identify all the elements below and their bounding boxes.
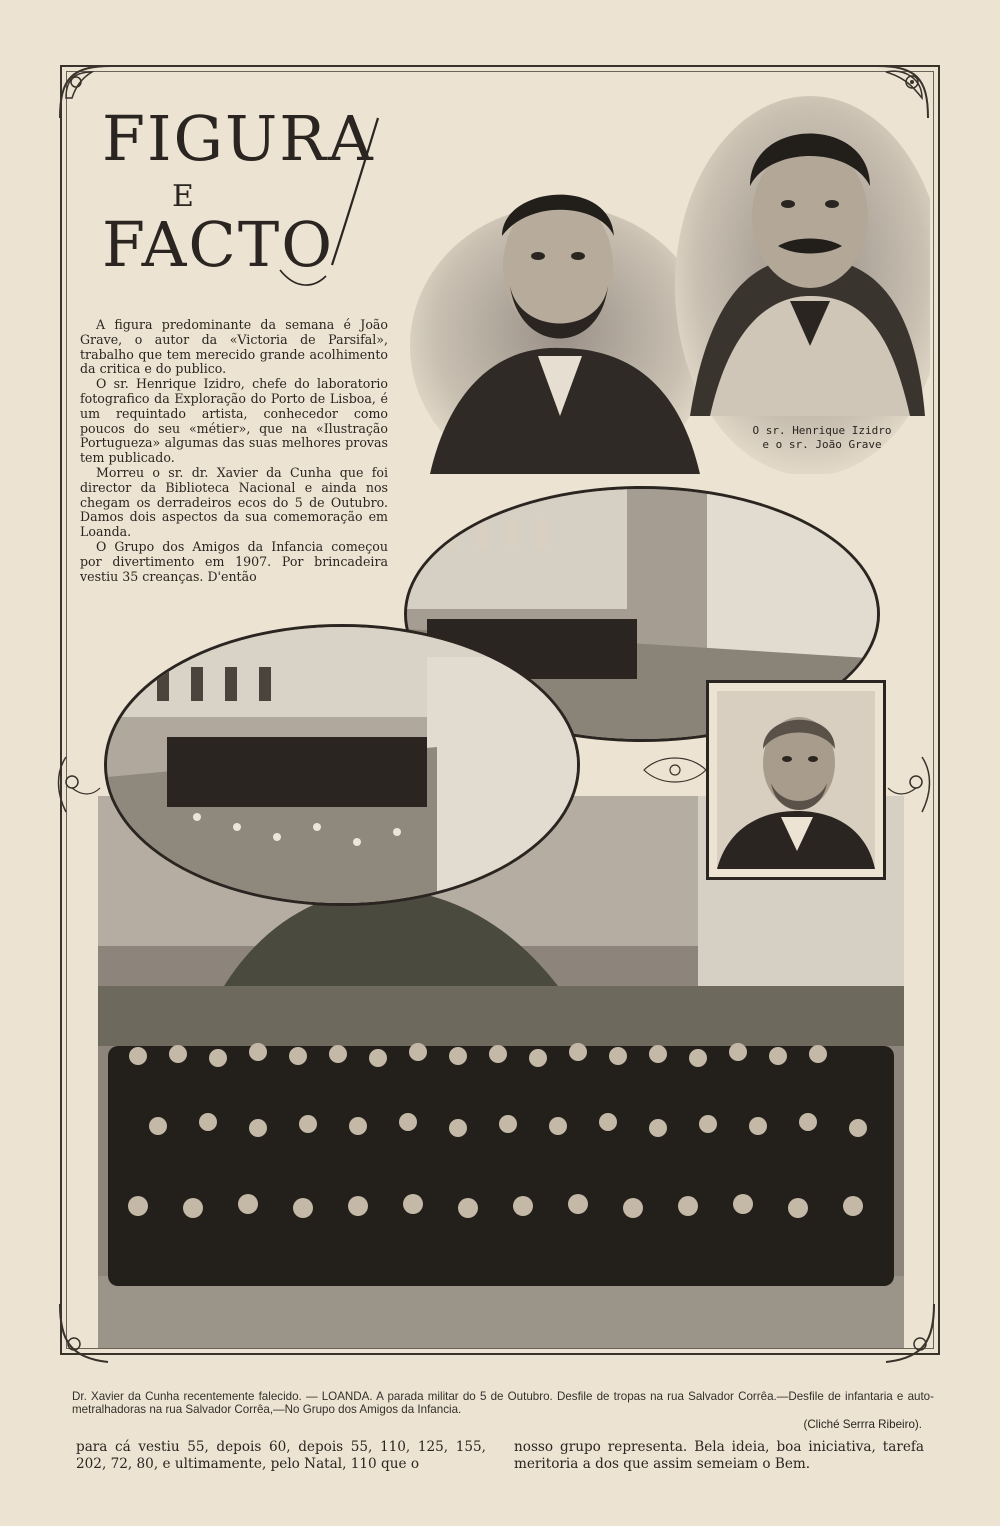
photo-caption: Dr. Xavier da Cunha recentemente falecido. — LOANDA. A parada militar do 5 de Outubro. Desfile de tropas na rua Salvador Corrêa.—Desfile de infantaria e auto-metralhadoras na rua Salvador Corrêa,—No Grupo dos Amigos da Infancia.: [72, 1390, 934, 1417]
title-word-facto: FACTO: [102, 208, 335, 281]
intro-paragraph-2: O sr. Henrique Izidro, chefe do laboratorio fotografico da Exploração do Porto de Lisboa, é um requintado artista, conhecedor como poucos do seu «métier», que na «Ilustração Portugueza» algumas das suas melhores provas tem publicado.: [80, 376, 388, 466]
portrait-joao-grave: [675, 96, 930, 474]
page-title: [100, 90, 390, 290]
portrait-caption: [712, 424, 932, 452]
photo-credit: (Cliché Serrra Ribeiro).: [803, 1418, 922, 1431]
title-word-e: E: [172, 179, 194, 214]
portrait-caption-line-2: e o sr. João Grave: [762, 438, 882, 451]
portrait-photos: [410, 86, 930, 474]
intro-paragraph-3: Morreu o sr. dr. Xavier da Cunha que foi director da Biblioteca Nacional e ainda nos chegam os derradeiros ecos do 5 de Outubro. Damos dois aspectos da sua comemoração em Loanda.: [80, 464, 388, 540]
portrait-henrique-izidro: [410, 195, 710, 474]
portrait-xavier-da-cunha: [706, 680, 886, 880]
continuation-right-column: nosso grupo representa. Bela ideia, boa iniciativa, tarefa meritoria a dos que assim semeiam o Bem.: [514, 1439, 924, 1472]
intro-text: [80, 318, 388, 584]
title-word-figura: FIGURA: [102, 102, 375, 175]
intro-paragraph-4: O Grupo dos Amigos da Infancia começou por divertimento em 1907. Por brincadeira vestiu 35 creanças. D'então: [80, 538, 388, 584]
oval-photo-desfile-infantaria: [104, 624, 580, 906]
ornament-center-icon: [640, 750, 710, 790]
intro-paragraph-1: A figura predominante da semana é João Grave, o autor da «Victoria de Parsifal», trabalho que tem merecido grande acolhimento da critica e do publico.: [80, 317, 388, 377]
continuation-left-column: para cá vestiu 55, depois 60, depois 55, 110, 125, 155, 202, 72, 80, e ultimamente, pelo Natal, 110 que o: [76, 1439, 486, 1472]
portrait-caption-line-1: O sr. Henrique Izidro: [752, 424, 892, 437]
